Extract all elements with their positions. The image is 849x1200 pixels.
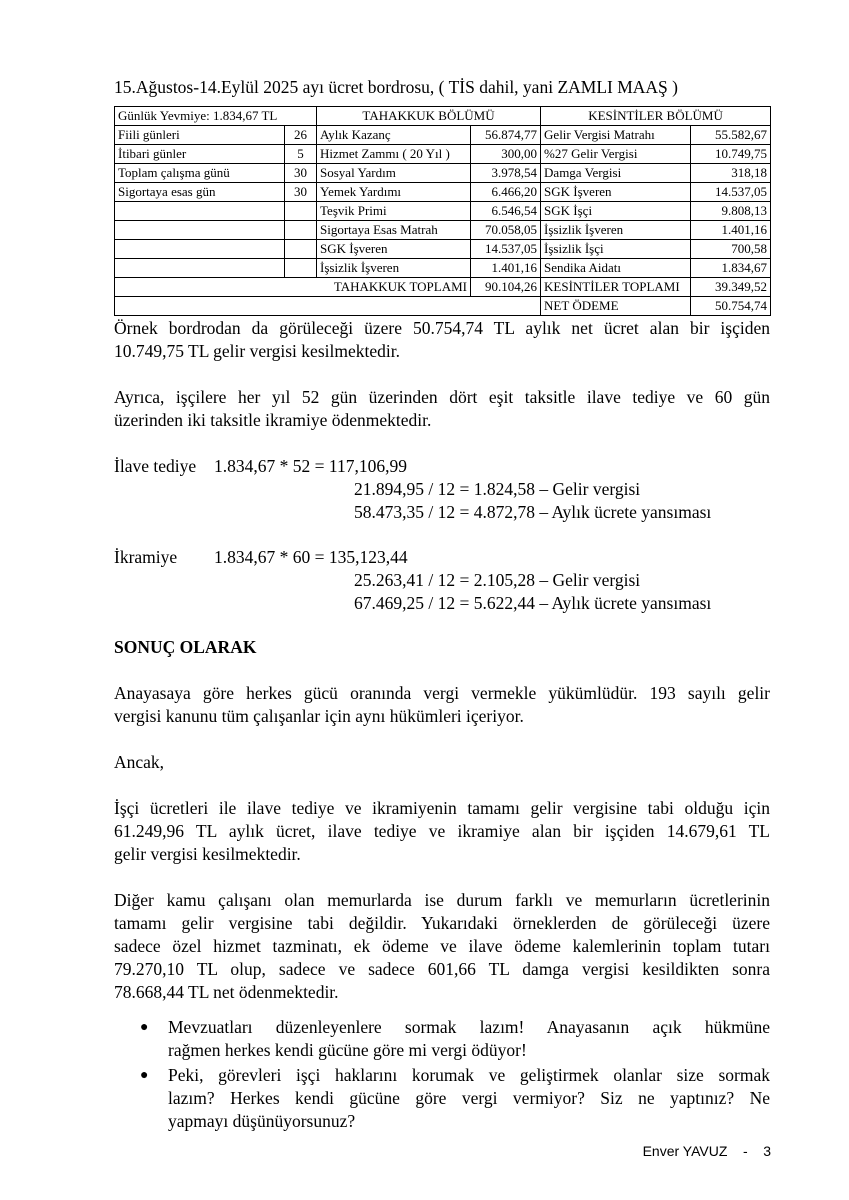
ilave-formula: 1.834,67 * 52 = 117,106,99 (214, 456, 407, 476)
table-row (115, 183, 771, 202)
table-row (115, 164, 771, 183)
table-cell: Damga Vergisi (541, 164, 691, 183)
text-line: Örnek bordrodan da görüleceği üzere 50.754,74 TL aylık net ücret alan bir işçiden (114, 318, 770, 338)
text-line: Peki, görevleri işçi haklarını korumak ve geliştirmek olanlar size sormak (168, 1065, 770, 1085)
ikramiye-wage-line: 67.469,25 / 12 = 5.622,44 – Aylık ücrete yansıması (354, 593, 712, 613)
payroll-table (114, 106, 771, 316)
table-row (115, 221, 771, 240)
text-line: üzerinden iki taksitle ikramiye ödenmektedir. (114, 410, 432, 430)
text-line: 10.749,75 TL gelir vergisi kesilmektedir. (114, 341, 400, 361)
totals-row (115, 278, 771, 297)
table-cell: Teşvik Primi (317, 202, 471, 221)
table-cell: 56.874,77 (471, 126, 541, 145)
table-cell: 10.749,75 (691, 145, 771, 164)
table-cell: 3.978,54 (471, 164, 541, 183)
table-cell (285, 221, 317, 240)
ikramiye-label: İkramiye (114, 547, 178, 567)
table-cell: 1.401,16 (471, 259, 541, 278)
page-number: 3 (763, 1143, 771, 1159)
text-line: vergisi kanunu tüm çalışanlar için aynı hükümleri içeriyor. (114, 706, 524, 726)
table-cell: SGK İşveren (541, 183, 691, 202)
table-cell: Sosyal Yardım (317, 164, 471, 183)
table-cell: 318,18 (691, 164, 771, 183)
table-cell: 14.537,05 (691, 183, 771, 202)
paragraph-net-wage (114, 317, 770, 363)
table-cell: Sendika Aidatı (541, 259, 691, 278)
text-line: Anayasaya göre herkes gücü oranında vergi vermekle yükümlüdür. 193 sayılı gelir (114, 683, 770, 703)
payroll-title: 15.Ağustos-14.Eylül 2025 ayı ücret bordrosu, ( TİS dahil, yani ZAMLI MAAŞ ) (114, 77, 678, 97)
text-line: sadece özel hizmet tazminatı, ek ödeme ve ilave ödeme kalemlerinin toplam tutarı (114, 936, 770, 956)
table-cell: Hizmet Zammı ( 20 Yıl ) (317, 145, 471, 164)
text-line: 78.668,44 TL net ödenmektedir. (114, 982, 339, 1002)
table-cell: Yemek Yardımı (317, 183, 471, 202)
table-cell (115, 240, 285, 259)
text-line: gelir vergisi kesilmektedir. (114, 844, 301, 864)
deduction-total-value: 39.349,52 (691, 278, 771, 297)
list-item (114, 1016, 770, 1062)
table-cell: 6.546,54 (471, 202, 541, 221)
bullet-icon: ● (140, 1020, 149, 1035)
table-row (115, 126, 771, 145)
table-row (115, 240, 771, 259)
table-cell: 30 (285, 183, 317, 202)
table-row (115, 259, 771, 278)
table-cell: 300,00 (471, 145, 541, 164)
net-payment-label: NET ÖDEME (541, 297, 691, 316)
text-line: 79.270,10 TL olup, sadece ve sadece 601,66 TL damga vergisi kesildikten sonra (114, 959, 770, 979)
ilave-tax-line: 21.894,95 / 12 = 1.824,58 – Gelir vergisi (354, 479, 641, 499)
paragraph-however (114, 751, 770, 774)
table-header-row (115, 107, 771, 126)
ilave-label: İlave tediye (114, 456, 197, 476)
table-header-cell: Günlük Yevmiye: 1.834,67 TL (115, 107, 317, 126)
table-cell: İşsizlik İşçi (541, 240, 691, 259)
list-item (114, 1064, 770, 1133)
ilave-wage-line: 58.473,35 / 12 = 4.872,78 – Aylık ücrete yansıması (354, 502, 712, 522)
table-cell: 30 (285, 164, 317, 183)
table-cell: Sigortaya esas gün (115, 183, 285, 202)
text-line: lazım? Herkes kendi gücüne göre vergi vermiyor? Siz ne yaptınız? Ne (168, 1088, 770, 1108)
footer-author: Enver YAVUZ (642, 1143, 728, 1159)
table-cell (115, 202, 285, 221)
table-cell: Fiili günleri (115, 126, 285, 145)
table-cell: 1.834,67 (691, 259, 771, 278)
table-header-cell: TAHAKKUK BÖLÜMÜ (317, 107, 541, 126)
table-cell: 1.401,16 (691, 221, 771, 240)
table-cell: Gelir Vergisi Matrahı (541, 126, 691, 145)
text-line: tamamı gelir vergisine tabi değildir. Yukarıdaki örneklerden de görüleceği üzere (114, 913, 770, 933)
table-cell (285, 202, 317, 221)
text-line: Ayrıca, işçilere her yıl 52 gün üzerinden dört eşit taksitle ilave tediye ve 60 gün (114, 387, 770, 407)
table-cell: 70.058,05 (471, 221, 541, 240)
paragraph-constitution (114, 682, 770, 728)
table-cell: SGK İşçi (541, 202, 691, 221)
table-cell: %27 Gelir Vergisi (541, 145, 691, 164)
text-line: yapmayı düşünüyorsunuz? (168, 1111, 356, 1131)
table-cell: 9.808,13 (691, 202, 771, 221)
text-line: 61.249,96 TL aylık ücret, ilave tediye ve ikramiye alan bir işçiden 14.679,61 TL (114, 821, 770, 841)
text-line: İşçi ücretleri ile ilave tediye ve ikramiyenin tamamı gelir vergisine tabi olduğu için (114, 798, 770, 818)
conclusion-heading: SONUÇ OLARAK (114, 637, 257, 657)
table-cell (285, 240, 317, 259)
bullet-icon: ● (140, 1068, 149, 1083)
table-cell: 14.537,05 (471, 240, 541, 259)
table-cell (115, 221, 285, 240)
table-cell: Toplam çalışma günü (115, 164, 285, 183)
paragraph-worker-tax (114, 797, 770, 866)
table-cell: SGK İşveren (317, 240, 471, 259)
ikramiye-formula: 1.834,67 * 60 = 135,123,44 (214, 547, 408, 567)
table-cell: 6.466,20 (471, 183, 541, 202)
accrual-total-value: 90.104,26 (471, 278, 541, 297)
table-row (115, 145, 771, 164)
accrual-total-label: TAHAKKUK TOPLAMI (115, 278, 471, 297)
table-header-cell: KESİNTİLER BÖLÜMÜ (541, 107, 771, 126)
table-cell: 55.582,67 (691, 126, 771, 145)
table-cell: İtibari günler (115, 145, 285, 164)
net-row (115, 297, 771, 316)
text-line: Diğer kamu çalışanı olan memurlarda ise durum farklı ve memurların ücretlerinin (114, 890, 770, 910)
deduction-total-label: KESİNTİLER TOPLAMI (541, 278, 691, 297)
table-cell: 5 (285, 145, 317, 164)
text-line: rağmen herkes kendi gücüne göre mi vergi ödüyor! (168, 1040, 527, 1060)
ikramiye-tax-line: 25.263,41 / 12 = 2.105,28 – Gelir vergisi (354, 570, 641, 590)
table-row (115, 202, 771, 221)
footer-separator: - (742, 1143, 748, 1159)
table-cell (115, 297, 541, 316)
table-cell: 700,58 (691, 240, 771, 259)
table-cell: Sigortaya Esas Matrah (317, 221, 471, 240)
bullet-list (114, 1016, 770, 1135)
paragraph-civil-servants (114, 889, 770, 1004)
table-cell (115, 259, 285, 278)
table-cell: 26 (285, 126, 317, 145)
paragraph-bonus-info (114, 386, 770, 432)
net-payment-value: 50.754,74 (691, 297, 771, 316)
text-line: Ancak, (114, 752, 165, 772)
table-cell: Aylık Kazanç (317, 126, 471, 145)
table-cell: İşsizlik İşveren (541, 221, 691, 240)
page-footer (643, 1143, 771, 1159)
table-cell: İşsizlik İşveren (317, 259, 471, 278)
table-cell (285, 259, 317, 278)
text-line: Mevzuatları düzenleyenlere sormak lazım! Anayasanın açık hükmüne (168, 1017, 770, 1037)
